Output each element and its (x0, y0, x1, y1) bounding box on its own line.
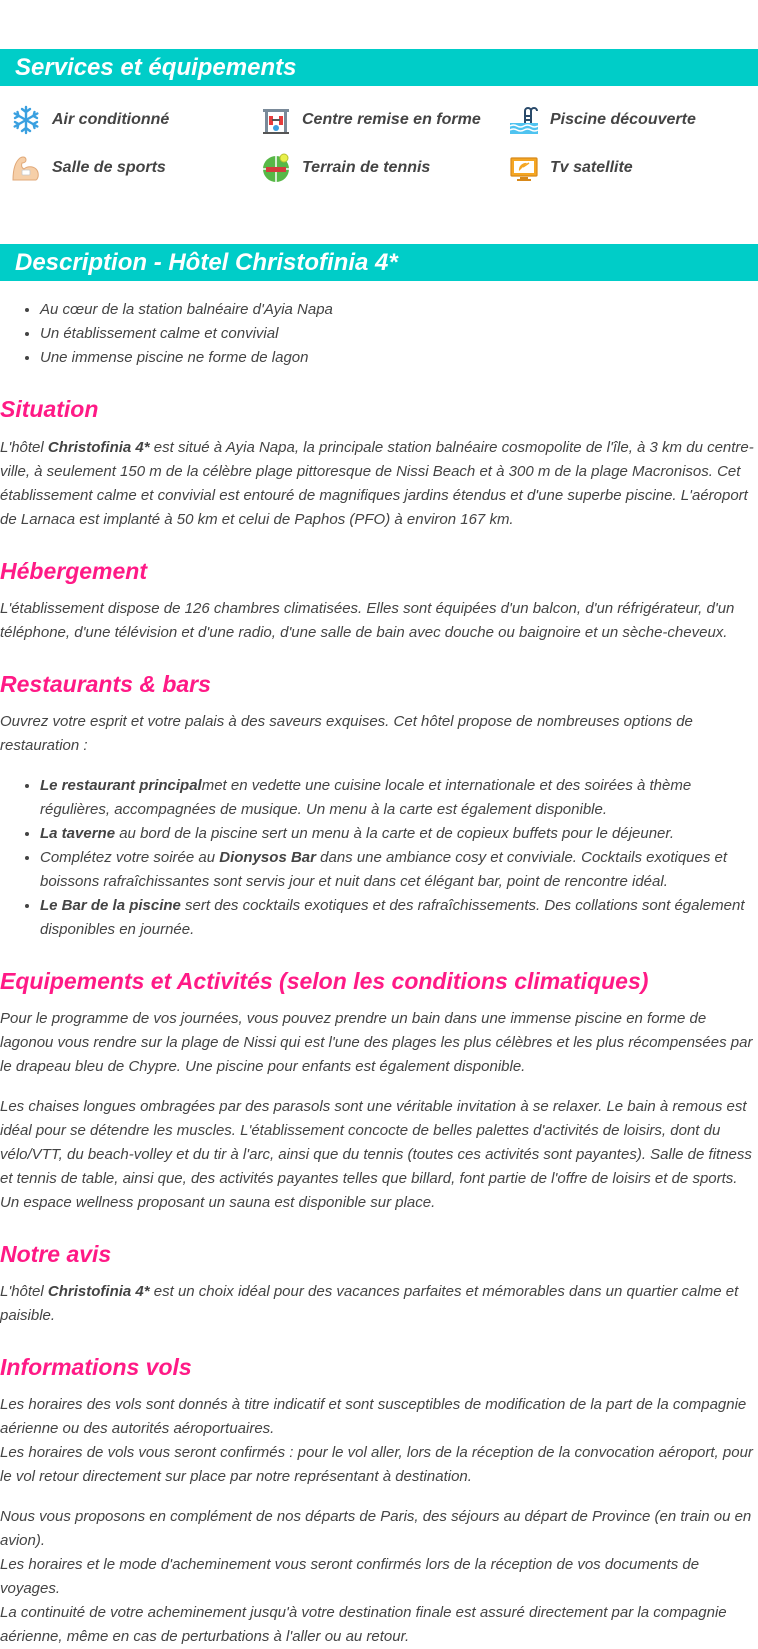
service-fitness-center (250, 102, 481, 138)
pool-icon (508, 104, 540, 136)
equipements-heading: Equipements et Activités (selon les conditions climatiques) (0, 968, 649, 994)
restaurants-intro: Ouvrez votre esprit et votre palais à des saveurs exquises. Cet hôtel propose de nombreuses options de restauration : (0, 713, 693, 754)
tennis-icon (260, 152, 292, 184)
service-label: Piscine découverte (550, 111, 696, 128)
text-fragment: dans une ambiance cosy et conviviale. Cocktails exotiques et boissons rafraîchissantes sont servis jour et nuit dans cet élégant bar, point de rencontre idéal. (40, 849, 728, 890)
venue-name: Le Bar de la piscine (40, 897, 181, 914)
list-item: • Au cœur de la station balnéaire d'Ayia Napa (40, 298, 758, 322)
bicep-icon (10, 152, 42, 184)
vols-text-1a: Les horaires des vols sont donnés à titre indicatif et sont susceptibles de modification de la part de la compagnie aérienne ou des autorités aéroportuaires. (0, 1396, 747, 1437)
vols-text-2b: Les horaires et le mode d'acheminement vous seront confirmés lors de la réception de vos documents de voyages. (0, 1556, 700, 1597)
venue-name: La taverne (40, 825, 116, 842)
description-bullets (0, 298, 758, 370)
restaurants-heading: Restaurants & bars (0, 671, 211, 697)
text-fragment: sert des cocktails exotiques et des rafraîchissements. Des collations sont également disponibles en journée. (40, 897, 745, 938)
text-fragment: met en vedette une cuisine locale et internationale et des soirées à thème régulières, accompagnées de musique. Un menu à la carte est également disponible. (40, 777, 692, 818)
services-banner (0, 49, 758, 86)
fitness-icon (260, 104, 292, 136)
text-fragment: Complétez votre soirée au (40, 849, 220, 866)
services-row-1 (0, 102, 758, 150)
venue-name: Le restaurant principal (40, 777, 202, 794)
satellite-tv-icon (508, 152, 540, 184)
hotel-name: Christofinia 4* (47, 1283, 150, 1300)
description-banner (0, 244, 758, 281)
services-title: Services et équipements (15, 54, 297, 81)
restaurants-list (0, 774, 758, 942)
main-content (0, 298, 758, 1649)
service-label: Salle de sports (52, 159, 166, 176)
service-satellite-tv (498, 150, 633, 186)
text-fragment: est situé à Ayia Napa, la principale station balnéaire cosmopolite de l'île, à 3 km du centre-ville, à seulement 150 m de la célèbre plage pittoresque de Nissi Beach et à 300 m de la plage Macronisos. Cet établissement calme et convivial est entouré de magnifiques jardins étendus et d'une superbe piscine. L'aéroport de Larnaca est implanté à 50 km et celui de Paphos (PFO) à environ 167 km. (0, 439, 754, 528)
avis-heading: Notre avis (0, 1241, 112, 1267)
situation-heading: Situation (0, 396, 99, 422)
text-fragment: L'hôtel (0, 439, 48, 456)
hotel-name: Christofinia 4* (47, 439, 150, 456)
service-outdoor-pool (498, 102, 696, 138)
list-item (40, 822, 758, 846)
text-fragment: au bord de la piscine sert un menu à la carte et de copieux buffets pour le déjeuner. (115, 825, 675, 842)
text-fragment: est un choix idéal pour des vacances parfaites et mémorables dans un quartier calme et paisible. (0, 1283, 739, 1324)
description-title: Description - Hôtel Christofinia 4* (15, 249, 398, 276)
vols-text-2c: La continuité de votre acheminement jusqu'à votre destination finale est assuré directement par la compagnie aérienne, même en cas de perturbations à l'aller ou au retour. (0, 1604, 727, 1645)
list-item: • Un établissement calme et convivial (40, 322, 758, 346)
services-grid (0, 102, 758, 198)
vols-text-1b: Les horaires de vols vous seront confirmés : pour le vol aller, lors de la réception de la convocation aéroport, pour le vol retour directement sur place par notre représentant à destination. (0, 1444, 753, 1485)
avis-text (0, 1280, 758, 1328)
service-label: Centre remise en forme (302, 111, 481, 128)
service-sports-hall (0, 150, 166, 186)
venue-name: Dionysos Bar (219, 849, 316, 866)
list-item: • Une immense piscine ne forme de lagon (40, 346, 758, 370)
snowflake-icon (10, 104, 42, 136)
list-item (40, 774, 758, 822)
situation-text (0, 436, 758, 532)
service-label: Terrain de tennis (302, 159, 431, 176)
hebergement-heading: Hébergement (0, 558, 147, 584)
hebergement-text: L'établissement dispose de 126 chambres climatisées. Elles sont équipées d'un balcon, d'un réfrigérateur, d'un téléphone, d'une télévision et d'une radio, d'une salle de bain avec douche ou baignoire et un sèche-cheveux. (0, 600, 735, 641)
vols-heading: Informations vols (0, 1354, 192, 1380)
service-air-conditioning (0, 102, 169, 138)
services-row-2 (0, 150, 758, 198)
equipements-text-2: Les chaises longues ombragées par des parasols sont une véritable invitation à se relaxer. Le bain à remous est idéal pour se détendre les muscles. L'établissement concocte de belles palettes d'activités de loisirs, dont du vélo/VTT, du beach-volley et du tir à l'arc, ainsi que du tennis (toutes ces activités sont payantes). Salle de fitness et tennis de table, ainsi que, des activités payantes telles que billard, font partie de l'offre de loisirs et de sports. Un espace wellness proposant un sauna est disponible sur place. (0, 1098, 752, 1211)
list-item (40, 894, 758, 942)
vols-text-2a: Nous vous proposons en complément de nos départs de Paris, des séjours au départ de Province (en train ou en avion). (0, 1508, 752, 1549)
text-fragment: L'hôtel (0, 1283, 48, 1300)
service-tennis-court (250, 150, 430, 186)
equipements-text-1: Pour le programme de vos journées, vous pouvez prendre un bain dans une immense piscine en forme de lagonou vous rendre sur la plage de Nissi qui est l'une des plages les plus célèbres et les plus récompensées par le drapeau bleu de Chypre. Une piscine pour enfants est également disponible. (0, 1010, 753, 1075)
service-label: Air conditionné (52, 111, 170, 128)
list-item (40, 846, 758, 894)
service-label: Tv satellite (550, 159, 633, 176)
